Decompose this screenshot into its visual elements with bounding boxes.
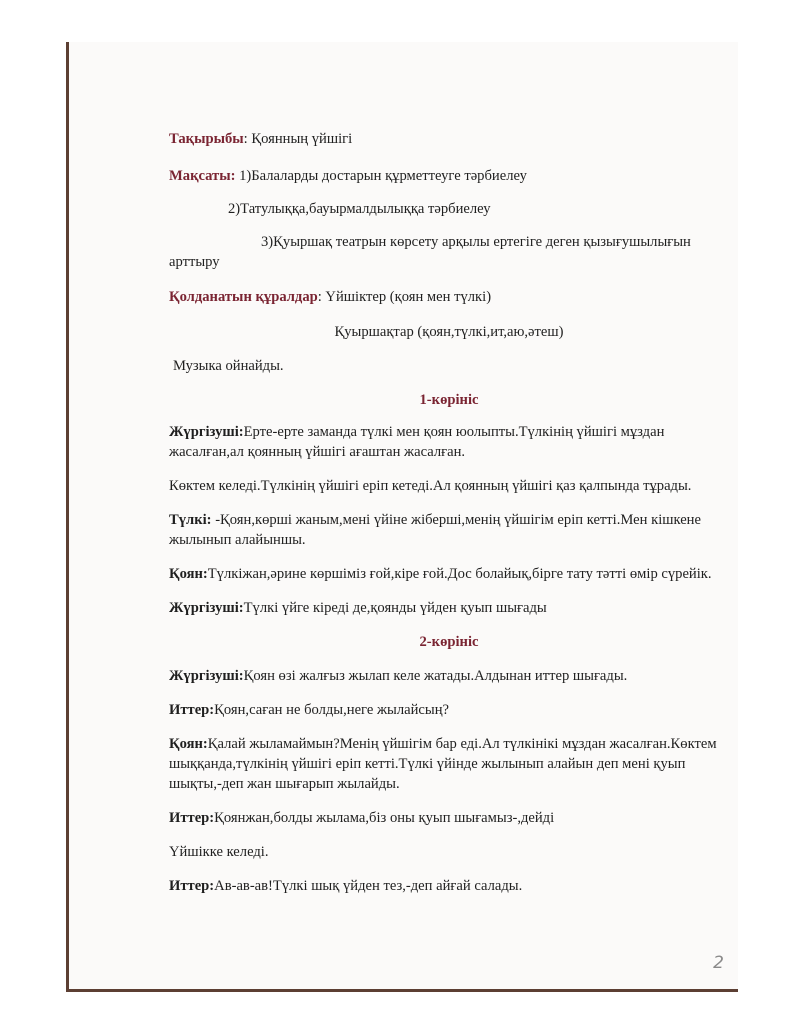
speaker: Түлкі: bbox=[169, 512, 212, 528]
tools-value-2 bbox=[169, 322, 729, 342]
line-text: Қоян,саған не болды,неге жылайсың? bbox=[214, 702, 449, 718]
speaker: Иттер: bbox=[169, 702, 215, 718]
scene-1-line-3 bbox=[169, 510, 729, 550]
line-text: Үйшікке келеді. bbox=[169, 844, 269, 860]
line-text: Қоян өзі жалғыз жылап келе жатады.Алдынан иттер шығады. bbox=[243, 668, 628, 684]
tools-value-2-text: Қуыршақтар (қоян,түлкі,ит,аю,әтеш) bbox=[334, 324, 564, 340]
page-number: 2 bbox=[713, 953, 724, 973]
speaker: Иттер: bbox=[169, 810, 215, 826]
line-text: Көктем келеді.Түлкінің үйшігі еріп кетеді.Ал қоянның үйшігі қаз қалпында тұрады. bbox=[169, 478, 692, 494]
line-text: Түлкі үйге кіреді де,қоянды үйден қуып шығады bbox=[243, 600, 547, 616]
line-text: Ерте-ерте заманда түлкі мен қоян юолыпты.Түлкінің үйшігі мұздан жасалған,ал қоянның үйшігі ағаштан жасалған. bbox=[169, 424, 665, 460]
speaker: Қоян: bbox=[169, 566, 208, 582]
topic-line bbox=[169, 129, 729, 149]
line-text: -Қоян,көрші жаным,мені үйіне жіберші,менің үйшігім еріп кетті.Мен кішкене жылынып алайыншы. bbox=[169, 512, 701, 548]
scene-2 bbox=[169, 666, 729, 896]
scene-1-line-1 bbox=[169, 422, 729, 462]
scene-2-line-2 bbox=[169, 700, 729, 720]
line-text: Қалай жыламаймын?Менің үйшігім бар еді.Ал түлкінікі мұздан жасалған.Көктем шыққанда,түлкінің үйшігі еріп кетті.Түлкі үйінде жылынып алайын деп мені қуып шықты,-деп жан шығарып жылайды. bbox=[169, 736, 717, 792]
speaker: Қоян: bbox=[169, 736, 208, 752]
tools-label: Қолданатын құралдар bbox=[169, 289, 318, 305]
scene-1-line-2 bbox=[169, 476, 729, 496]
goal-item-2-text: 2)Татулыққа,бауырмалдылыққа тәрбиелеу bbox=[228, 201, 491, 217]
scene-1-title: 1-көрініс bbox=[419, 392, 479, 408]
scene-2-line-1 bbox=[169, 666, 729, 686]
scene-2-line-6 bbox=[169, 876, 729, 896]
line-text: Ав-ав-ав!Түлкі шық үйден тез,-деп айғай салады. bbox=[214, 878, 523, 894]
goals-line bbox=[169, 166, 729, 186]
speaker: Иттер: bbox=[169, 878, 215, 894]
tools-value: : Үйшіктер (қоян мен түлкі) bbox=[317, 289, 492, 305]
speaker: Жүргізуші: bbox=[169, 600, 244, 616]
scene-2-line-4 bbox=[169, 808, 729, 828]
goal-item-3 bbox=[169, 232, 729, 272]
music-line: Музыка ойнайды. bbox=[173, 358, 284, 374]
tools-line bbox=[169, 287, 729, 307]
goal-item-3-text: 3)Қуыршақ театрын көрсету арқылы ертегіге деген қызығушылығын арттыру bbox=[169, 234, 691, 270]
scene-1-line-5 bbox=[169, 598, 729, 618]
scene-2-title: 2-көрініс bbox=[419, 634, 479, 650]
goals-label: Мақсаты: bbox=[169, 168, 236, 184]
document-page bbox=[66, 42, 738, 992]
topic-value: : Қоянның үйшігі bbox=[243, 131, 353, 147]
line-text: Қоянжан,болды жылама,біз оны қуып шығамыз-,дейді bbox=[214, 810, 555, 826]
goal-item-1: 1)Балаларды достарын құрметтеуге тәрбиелеу bbox=[235, 168, 527, 184]
goal-item-2 bbox=[169, 199, 729, 219]
document-content bbox=[169, 127, 729, 896]
topic-label: Тақырыбы bbox=[169, 131, 244, 147]
speaker: Жүргізуші: bbox=[169, 668, 244, 684]
speaker: Жүргізуші: bbox=[169, 424, 244, 440]
scene-1-line-4 bbox=[169, 564, 729, 584]
scene-2-line-3 bbox=[169, 734, 729, 794]
scene-1 bbox=[169, 422, 729, 618]
line-text: Түлкіжан,әрине көршіміз ғой,кіре ғой.Дос болайық,бірге тату тәтті өмір сүрейік. bbox=[207, 566, 712, 582]
scene-2-line-5 bbox=[169, 842, 729, 862]
